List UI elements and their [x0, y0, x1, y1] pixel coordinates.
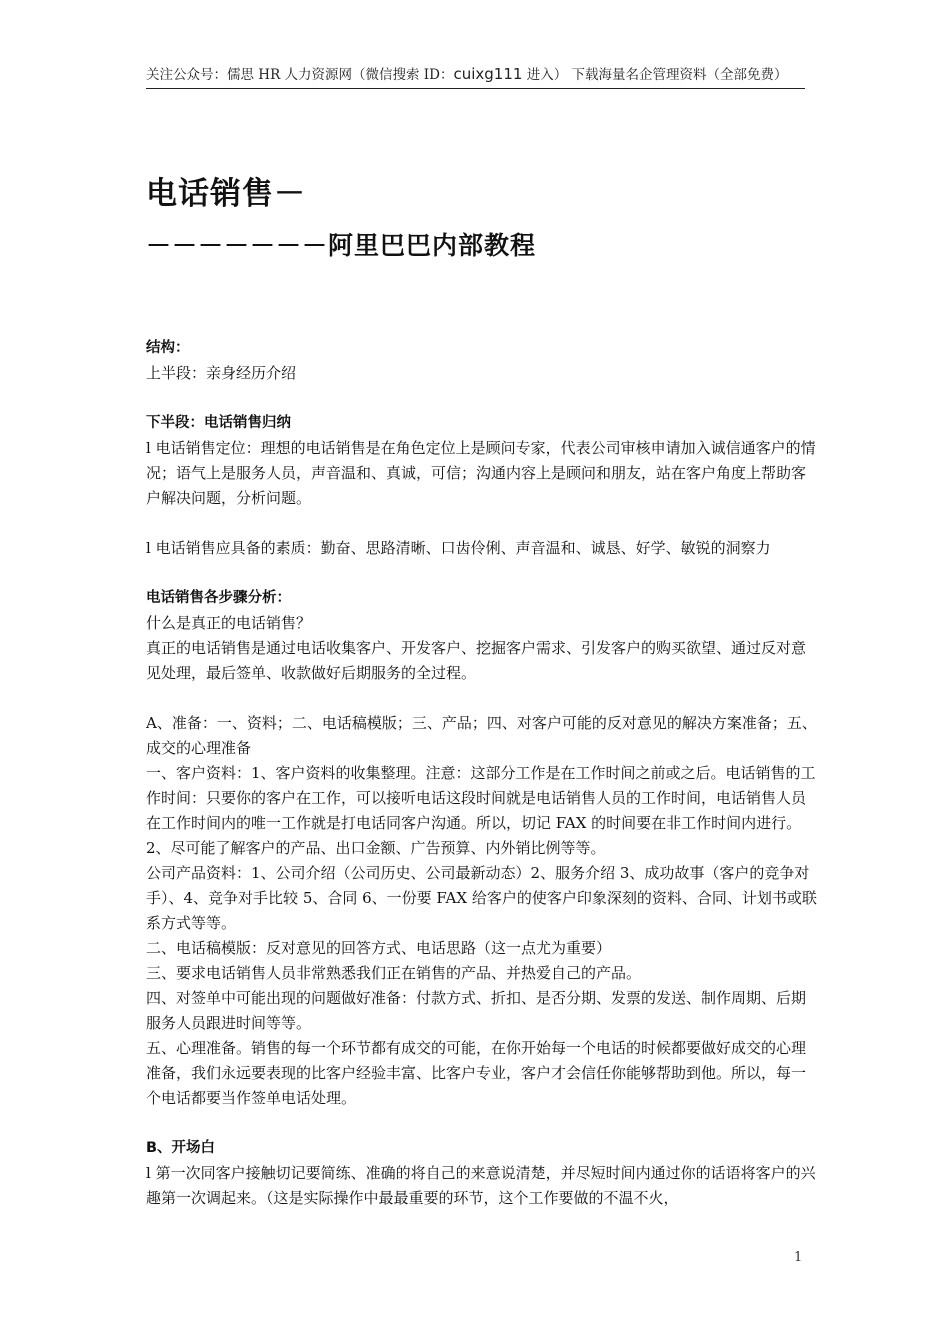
spacer	[146, 561, 818, 586]
title-line-1: 电话销售－	[146, 176, 306, 212]
second-half-label: 下半段：电话销售归纳	[146, 415, 291, 431]
company-info-paragraph: 公司产品资料：1、公司介绍（公司历史、公司最新动态）2、服务介绍 3、成功故事（客户的竞争对手）、4、竞争对手比较 5、合同 6、一份要 FAX 给客户的使客户印象深刻的资料、合同、计划书或联系方式等等。	[146, 864, 817, 932]
document-body	[146, 172, 818, 1211]
header-wechat-id: cuixg111	[453, 65, 523, 83]
definition-paragraph: 真正的电话销售是通过电话收集客户、开发客户、挖掘客户需求、引发客户的购买欲望、通过反对意见处理，最后签单、收款做好后期服务的全过程。	[146, 639, 807, 682]
prep-2-paragraph: 2、尽可能了解客户的产品、出口金额、广告预算、内外销比例等等。	[146, 839, 606, 857]
prep-four-paragraph: 四、对签单中可能出现的问题做好准备：付款方式、折扣、是否分期、发票的发送、制作周期、后期服务人员跟进时间等等。	[146, 989, 807, 1032]
page-header	[146, 64, 805, 89]
steps-label: 电话销售各步骤分析：	[146, 590, 291, 606]
spacer	[146, 686, 818, 711]
prep-two-paragraph: 二、电话稿模版：反对意见的回答方式、电话思路（这一点尤为重要）	[146, 939, 612, 957]
prep-five-paragraph: 五、心理准备。销售的每一个环节都有成交的可能，在你开始每一个电话的时候都要做好成交的心理准备，我们永远要表现的比客户经验丰富、比客户专业，客户才会信任你能够帮助到他。所以，每一个电话都要当作签单电话处理。	[146, 1039, 807, 1107]
header-text-after: 进入） 下载海量名企管理资料（全部免费）	[522, 67, 788, 83]
spacer	[146, 511, 818, 536]
header-text-before: 关注公众号：儒思 HR 人力资源网（微信搜索 ID：	[146, 67, 454, 83]
prep-1-paragraph: 一、客户资料：1、客户资料的收集整理。注意：这部分工作是在工作时间之前或之后。电话销售的工作时间：只要你的客户在工作，可以接听电话这段时间就是电话销售人员的工作时间，电话销售人员在工作时间内的唯一工作就是打电话同客户沟通。所以，切记 FAX 的时间要在非工作时间内进行。	[146, 764, 816, 832]
title-line-2: －－－－－－－阿里巴巴内部教程	[146, 231, 537, 260]
spacer	[146, 1111, 818, 1136]
what-is-question: 什么是真正的电话销售？	[146, 614, 312, 632]
prep-three-paragraph: 三、要求电话销售人员非常熟悉我们正在销售的产品、并热爱自己的产品。	[146, 964, 642, 982]
qualities-paragraph: l 电话销售应具备的素质：勤奋、思路清晰、口齿伶俐、声音温和、诚恳、好学、敏锐的洞察力	[146, 539, 771, 557]
structure-label: 结构：	[146, 340, 190, 356]
prep-a-paragraph: A、准备：一、资料；二、电话稿模版；三、产品；四、对客户可能的反对意见的解决方案准备；五、成交的心理准备	[146, 714, 817, 757]
opening-label: B、开场白	[146, 1140, 216, 1156]
positioning-paragraph: l 电话销售定位：理想的电话销售是在角色定位上是顾问专家，代表公司审核申请加入诚信通客户的情况；语气上是服务人员，声音温和、真诚，可信；沟通内容上是顾问和朋友，站在客户角度上帮助客户解决问题，分析问题。	[146, 439, 816, 507]
opening-paragraph: l 第一次同客户接触切记要简练、准确的将自己的来意说清楚，并尽短时间内通过你的话语将客户的兴趣第一次调起来。（这是实际操作中最最重要的环节，这个工作要做的不温不火，	[146, 1164, 816, 1207]
spacer	[146, 386, 818, 411]
page-number: 1	[794, 1250, 803, 1265]
first-half-text: 上半段：亲身经历介绍	[146, 364, 297, 382]
